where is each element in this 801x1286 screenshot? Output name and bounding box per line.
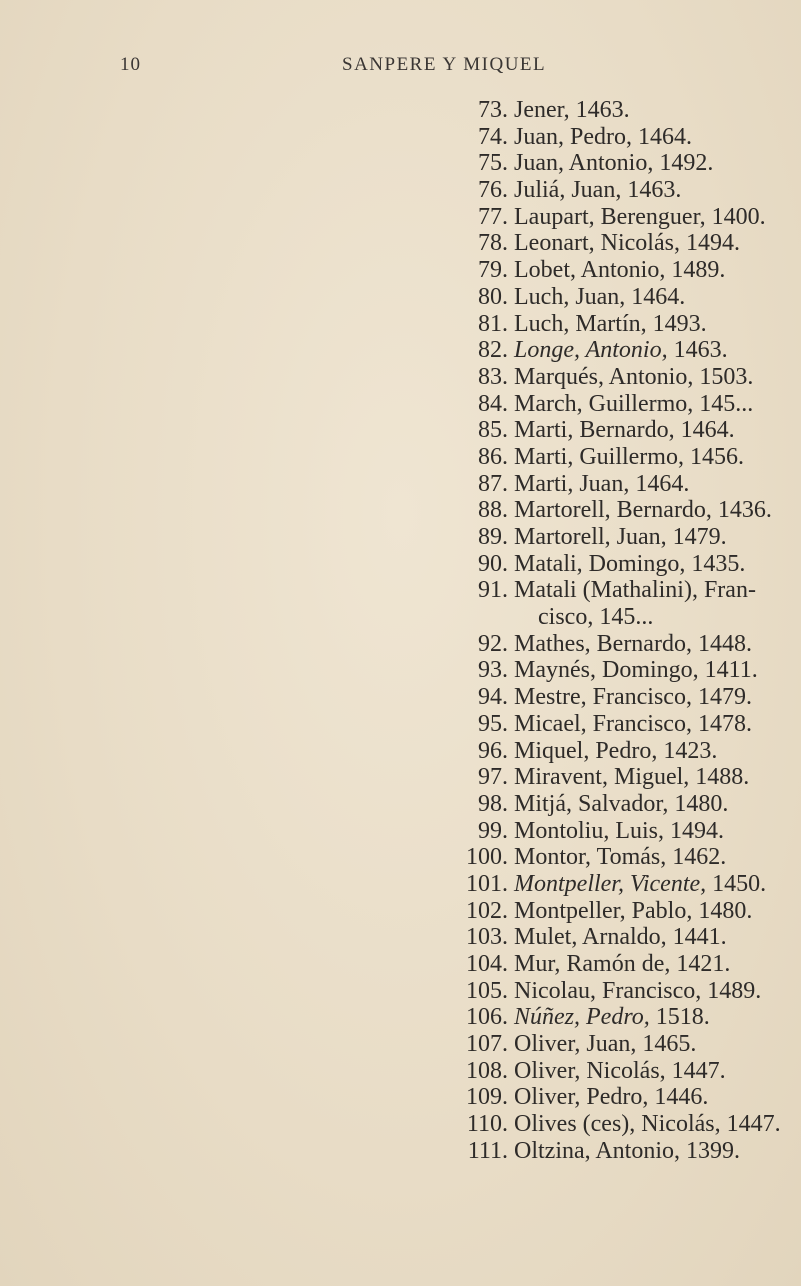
list-item [0,924,801,951]
entry-text: Olives (ces), Nicolás, 1447. [514,1111,781,1138]
entry-text-group [514,1004,710,1031]
list-item [0,97,801,124]
entry-text: Leonart, Nicolás, 1494. [514,230,740,257]
entry-text: Marti, Bernardo, 1464. [514,417,735,444]
list-item [0,444,801,471]
entry-number: 104. [466,951,508,977]
entry-text: Luch, Juan, 1464. [514,283,686,310]
list-item [0,284,801,311]
entry-text: Montor, Tomás, 1462. [514,844,727,871]
list-item [0,738,801,765]
entry-number: 83. [478,363,508,390]
entry-text: Miravent, Miguel, 1488. [514,764,750,791]
entry-year: 1450. [706,870,767,897]
list-item [0,898,801,925]
list-item [0,150,801,177]
list-item [0,124,801,151]
entry-number: 99. [478,817,508,844]
entry-text: Montpeller, Pablo, 1480. [514,897,753,924]
list-item [0,497,801,524]
list-item [0,471,801,498]
list-item [0,657,801,684]
entry-number: 75. [478,150,508,177]
entry-text: Nicolau, Francisco, 1489. [514,977,762,1004]
entry-text: Mitjá, Salvador, 1480. [514,790,729,817]
list-item [0,818,801,845]
list-item [0,791,801,818]
page-header [0,54,801,84]
entry-number: 102. [466,897,508,924]
entry-number: 109. [466,1084,508,1111]
entry-number: 81. [478,310,508,337]
entry-number: 78. [478,230,508,257]
entry-list [0,97,801,1165]
list-item [0,417,801,444]
entry-text: Martorell, Juan, 1479. [514,524,727,550]
entry-text: Oliver, Nicolás, 1447. [514,1057,726,1084]
entry-text: Oliver, Juan, 1465. [514,1031,697,1058]
entry-number: 106. [466,1004,508,1031]
list-item [0,1004,801,1031]
entry-number: 87. [478,470,508,497]
entry-number: 91. [478,577,508,604]
entry-number: 100. [466,844,508,871]
entry-number: 90. [478,550,508,577]
list-item [0,1031,801,1058]
list-item [0,364,801,391]
entry-number: 96. [478,737,508,764]
list-item [0,337,801,364]
entry-number: 105. [466,977,508,1004]
list-item [0,711,801,738]
entry-number: 95. [478,710,508,737]
entry-number: 76. [478,177,508,204]
running-head: SANPERE Y MIQUEL [342,54,547,75]
entry-text: Miquel, Pedro, 1423. [514,737,718,764]
list-item [0,764,801,791]
entry-text: Marti, Juan, 1464. [514,470,690,497]
entry-number: 84. [478,390,508,417]
entry-text: Montoliu, Luis, 1494. [514,817,725,844]
entry-text-italic: Longe, Antonio, [514,337,668,364]
entry-number: 82. [478,337,508,364]
entry-text-group [514,871,766,898]
list-item [0,257,801,284]
entry-text: Juan, Pedro, 1464. [514,123,692,150]
list-item-continuation [0,604,801,631]
list-item [0,978,801,1005]
entry-text: Marti, Guillermo, 1456. [514,443,744,470]
entry-text-italic: Núñez, Pedro, [514,1004,650,1031]
entry-text: Maynés, Domingo, 1411. [514,657,758,684]
entry-number: 88. [478,497,508,524]
entry-text: Juliá, Juan, 1463. [514,177,682,204]
list-item [0,1111,801,1138]
list-item [0,230,801,257]
list-item [0,177,801,204]
list-item [0,311,801,338]
list-item [0,631,801,658]
entry-number: 89. [478,524,508,550]
list-item [0,204,801,231]
list-item [0,1138,801,1165]
entry-text: Luch, Martín, 1493. [514,310,707,337]
entry-number: 103. [466,924,508,951]
entry-text: March, Guillermo, 145... [514,390,754,417]
entry-text: Laupart, Berenguer, 1400. [514,203,766,230]
entry-text: Lobet, Antonio, 1489. [514,257,726,284]
entry-number: 80. [478,283,508,310]
entry-text: Oltzina, Antonio, 1399. [514,1137,740,1164]
entry-number: 73. [478,97,508,123]
entry-text: Mestre, Francisco, 1479. [514,684,752,711]
list-item [0,1058,801,1085]
entry-number: 86. [478,443,508,470]
entry-number: 74. [478,123,508,150]
entry-text: Micael, Francisco, 1478. [514,710,752,737]
list-item [0,844,801,871]
entry-year: 1518. [649,1004,710,1031]
entry-text: Jener, 1463. [514,97,630,123]
entry-number: 110. [466,1111,508,1138]
entry-text: Juan, Antonio, 1492. [514,150,714,177]
entry-text: Martorell, Bernardo, 1436. [514,497,772,524]
entry-number: 107. [466,1031,508,1058]
entry-number: 79. [478,257,508,284]
list-item [0,524,801,551]
entry-text: Mur, Ramón de, 1421. [514,951,731,977]
entry-number: 94. [478,684,508,711]
entry-number: 77. [478,203,508,230]
entry-year: 1463. [667,337,728,364]
list-item [0,577,801,604]
list-item [0,951,801,978]
list-item [0,871,801,898]
list-item [0,1084,801,1111]
entry-text: Matali (Mathalini), Fran- [514,577,756,604]
entry-text: Oliver, Pedro, 1446. [514,1084,709,1111]
entry-text-group [514,337,728,364]
entry-text-italic: Montpeller, Vicente, [514,870,707,897]
list-item [0,684,801,711]
entry-text: Mulet, Arnaldo, 1441. [514,924,727,951]
entry-text: Mathes, Bernardo, 1448. [514,630,752,657]
entry-number: 93. [478,657,508,684]
entry-number: 92. [478,630,508,657]
entry-number: 101. [466,870,508,897]
entry-number: 108. [466,1057,508,1084]
list-item [0,551,801,578]
entry-text: Matali, Domingo, 1435. [514,550,746,577]
entry-text: Marqués, Antonio, 1503. [514,363,754,390]
entry-number: 98. [478,790,508,817]
entry-number: 97. [478,764,508,791]
entry-continuation: cisco, 145... [538,604,654,631]
entry-number: 85. [478,417,508,444]
list-item [0,391,801,418]
page-number: 10 [120,54,141,75]
entry-number: 111. [467,1137,508,1164]
